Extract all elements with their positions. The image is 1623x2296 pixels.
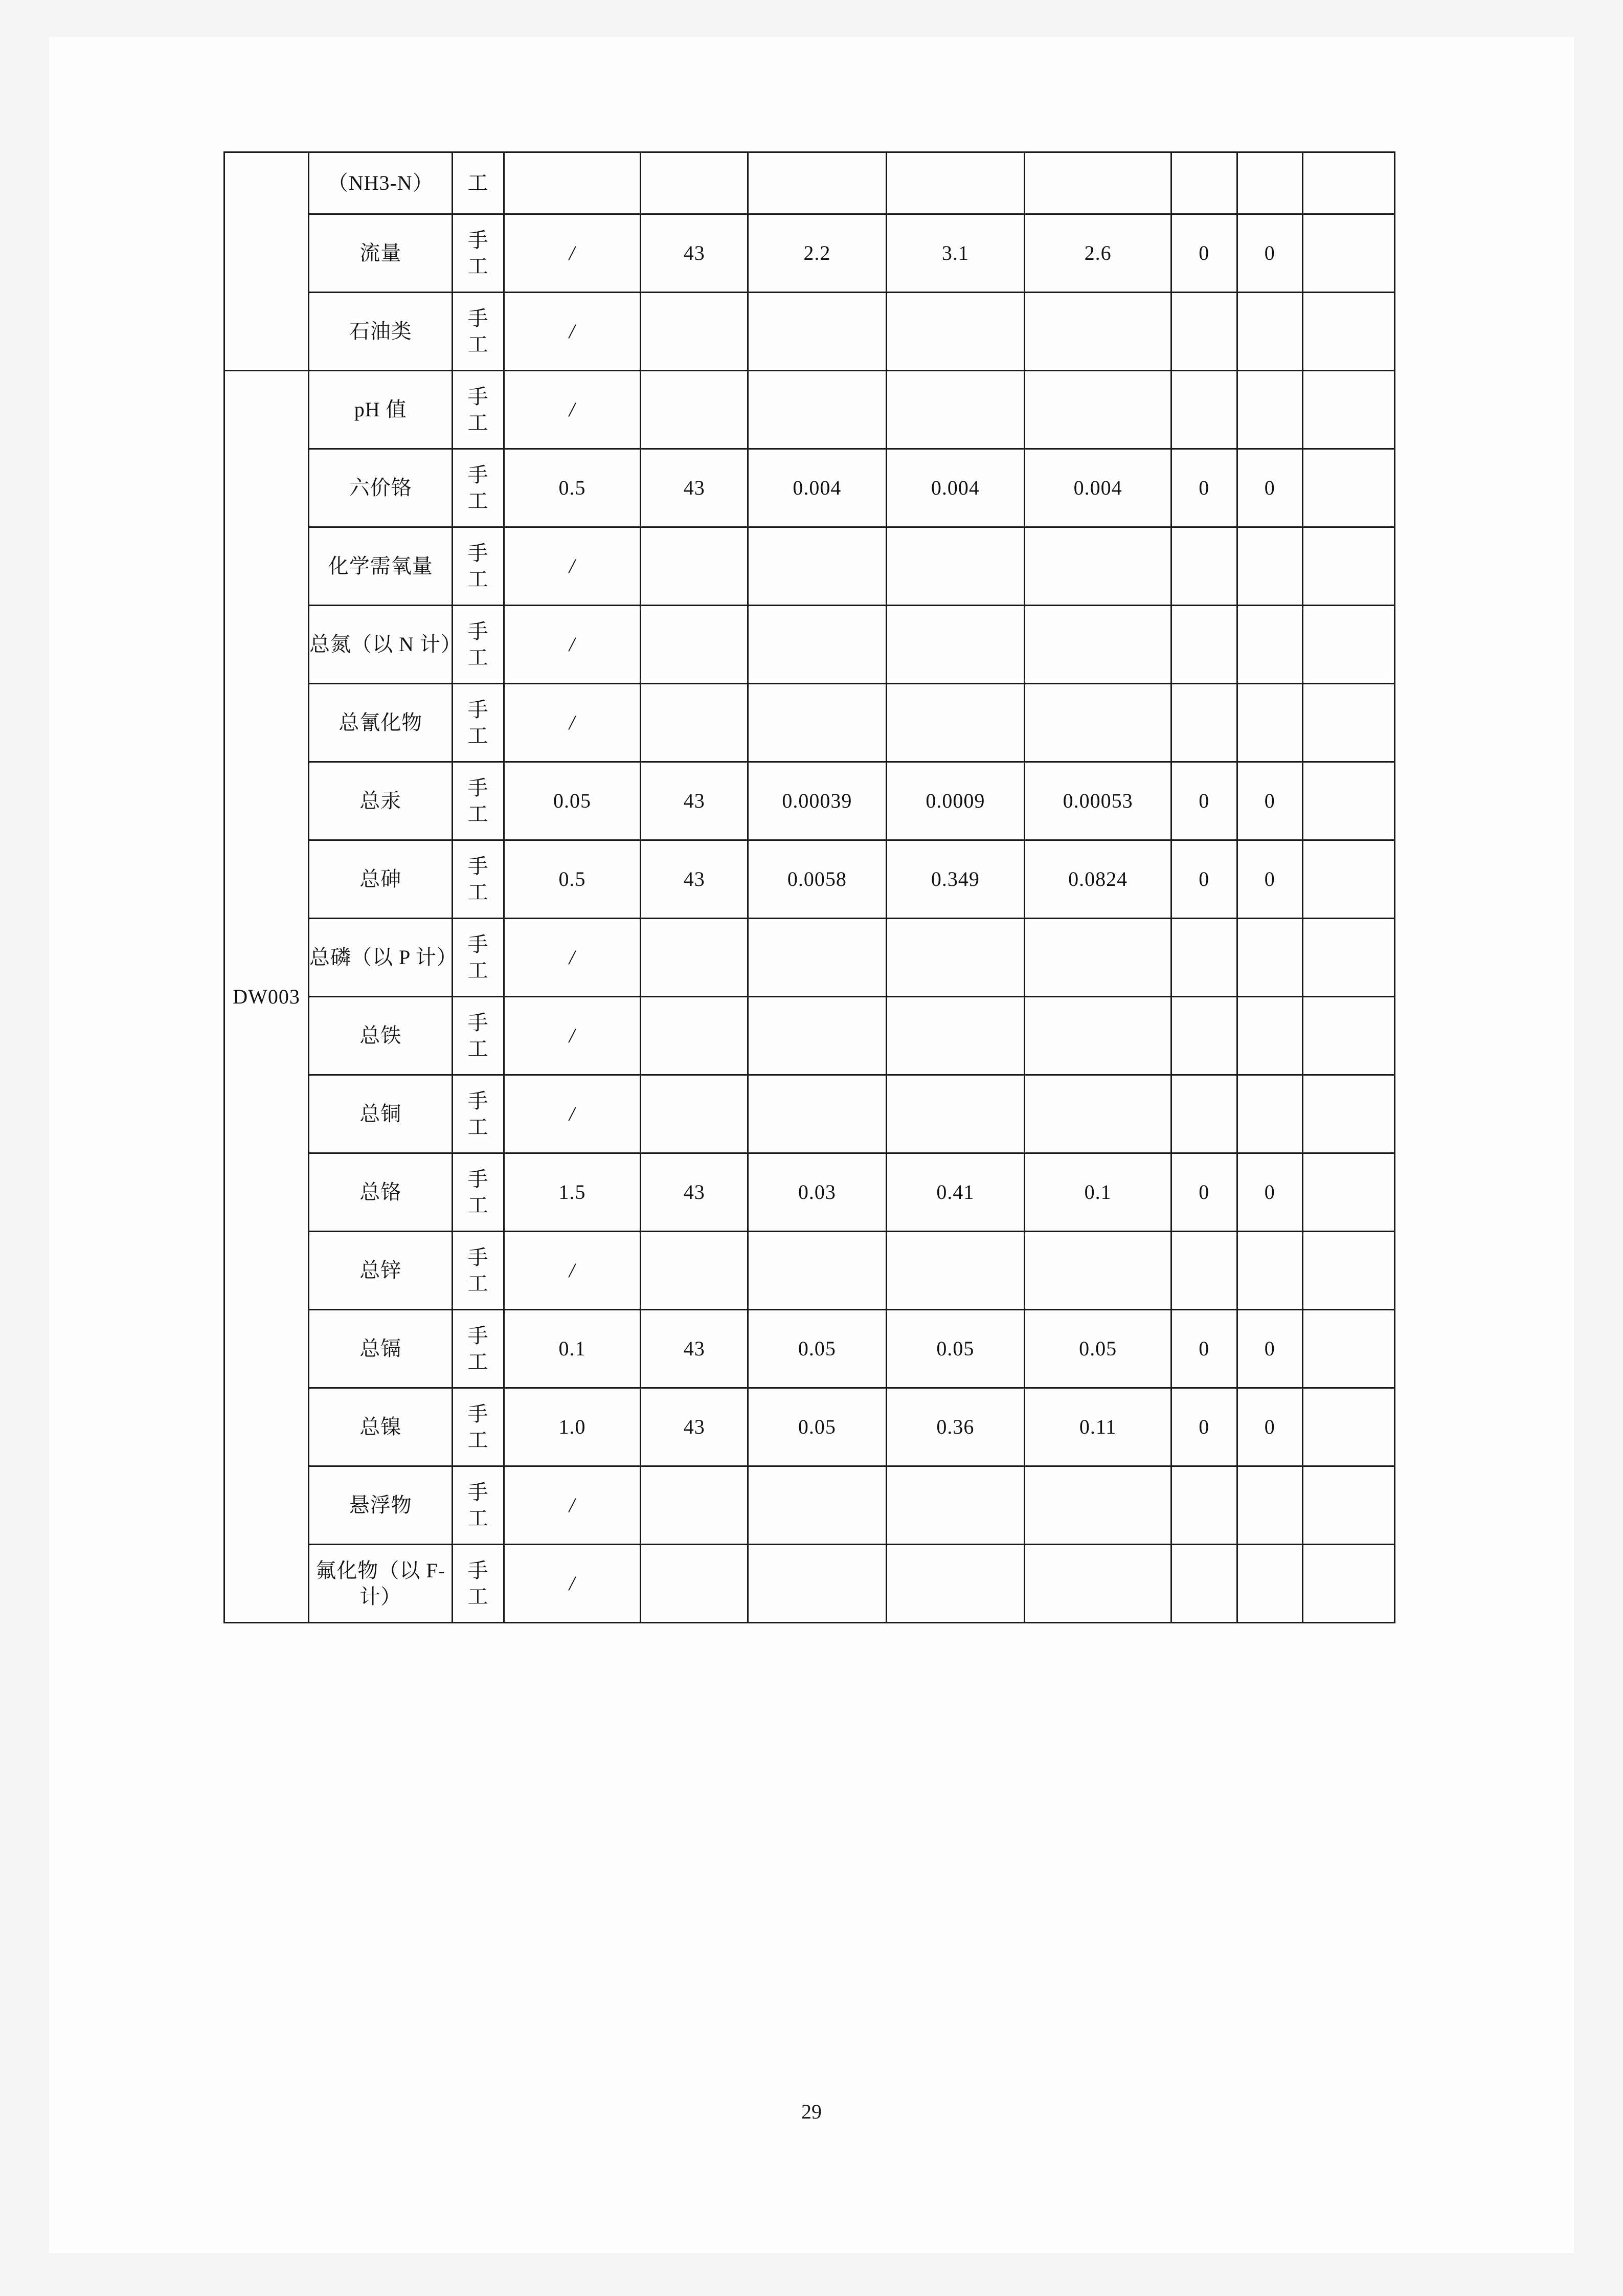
table-row xyxy=(224,762,1395,840)
method-char: 手 xyxy=(467,541,489,565)
standard-limit-cell: 0.05 xyxy=(504,762,641,840)
standard-limit-cell xyxy=(504,152,641,214)
table-row xyxy=(224,684,1395,762)
exceed-rate-cell xyxy=(1303,449,1395,527)
method-char: 手 xyxy=(467,1324,489,1347)
table-row xyxy=(224,449,1395,527)
method-char: 手 xyxy=(467,698,489,721)
avg-value-cell: 0.1 xyxy=(1025,1153,1171,1232)
max-value-cell: 0.349 xyxy=(886,840,1025,919)
standard-limit-cell: 1.0 xyxy=(504,1388,641,1466)
avg-value-cell: 0.11 xyxy=(1025,1388,1171,1466)
valid-days-cell xyxy=(641,152,748,214)
pollutant-name-cell: 悬浮物 xyxy=(309,1466,453,1545)
exceed-count-2-cell xyxy=(1237,371,1303,449)
max-value-cell: 0.004 xyxy=(886,449,1025,527)
valid-days-cell xyxy=(641,684,748,762)
avg-value-cell: 0.05 xyxy=(1025,1310,1171,1388)
exceed-rate-cell xyxy=(1303,1466,1395,1545)
standard-limit-cell: / xyxy=(504,606,641,684)
avg-value-cell xyxy=(1025,1466,1171,1545)
method-char: 手 xyxy=(467,1245,489,1269)
method-cell xyxy=(453,214,504,293)
avg-value-cell xyxy=(1025,293,1171,371)
pollutant-name-cell: 化学需氧量 xyxy=(309,527,453,606)
standard-limit-cell: / xyxy=(504,997,641,1075)
standard-limit-cell: / xyxy=(504,527,641,606)
pollutant-name-cell: 总铁 xyxy=(309,997,453,1075)
exceed-rate-cell xyxy=(1303,997,1395,1075)
avg-value-cell xyxy=(1025,1232,1171,1310)
min-value-cell xyxy=(748,684,887,762)
min-value-cell xyxy=(748,1545,887,1623)
exceed-rate-cell xyxy=(1303,214,1395,293)
table-row xyxy=(224,1466,1395,1545)
valid-days-cell: 43 xyxy=(641,1388,748,1466)
exceed-count-1-cell xyxy=(1171,152,1237,214)
exceed-count-1-cell: 0 xyxy=(1171,1153,1237,1232)
min-value-cell: 0.004 xyxy=(748,449,887,527)
exceed-rate-cell xyxy=(1303,1545,1395,1623)
exceed-count-1-cell xyxy=(1171,606,1237,684)
method-char: 工 xyxy=(467,1429,489,1452)
exceed-count-1-cell xyxy=(1171,684,1237,762)
avg-value-cell xyxy=(1025,1075,1171,1153)
standard-limit-cell: / xyxy=(504,1232,641,1310)
standard-limit-cell: 0.5 xyxy=(504,449,641,527)
valid-days-cell xyxy=(641,371,748,449)
exceed-rate-cell xyxy=(1303,684,1395,762)
method-char: 工 xyxy=(467,1585,489,1608)
table-row xyxy=(224,1388,1395,1466)
method-char: 手 xyxy=(467,854,489,878)
pollutant-name-cell: 总磷（以 P 计） xyxy=(309,919,453,997)
standard-limit-cell: / xyxy=(504,371,641,449)
method-cell xyxy=(453,1232,504,1310)
valid-days-cell: 43 xyxy=(641,762,748,840)
method-char: 手 xyxy=(467,1402,489,1425)
valid-days-cell: 43 xyxy=(641,1153,748,1232)
method-char: 手 xyxy=(467,1480,489,1504)
method-cell xyxy=(453,1466,504,1545)
min-value-cell xyxy=(748,293,887,371)
method-cell xyxy=(453,1545,504,1623)
exceed-count-2-cell: 0 xyxy=(1237,762,1303,840)
exceed-rate-cell xyxy=(1303,762,1395,840)
max-value-cell: 0.36 xyxy=(886,1388,1025,1466)
method-char: 工 xyxy=(467,1507,489,1530)
method-char: 手 xyxy=(467,1089,489,1112)
method-char: 工 xyxy=(467,1116,489,1139)
standard-limit-cell: / xyxy=(504,293,641,371)
exceed-rate-cell xyxy=(1303,152,1395,214)
method-cell xyxy=(453,1388,504,1466)
exceed-rate-cell xyxy=(1303,1153,1395,1232)
pollutant-name-cell: （NH3-N） xyxy=(309,152,453,214)
table-row xyxy=(224,214,1395,293)
method-cell xyxy=(453,1310,504,1388)
table-row xyxy=(224,1075,1395,1153)
exceed-count-2-cell xyxy=(1237,1466,1303,1545)
exceed-count-2-cell: 0 xyxy=(1237,1153,1303,1232)
method-char: 工 xyxy=(467,803,489,826)
method-cell xyxy=(453,293,504,371)
pollutant-name-cell: 总镉 xyxy=(309,1310,453,1388)
scan-margin-right xyxy=(1574,0,1623,2296)
standard-limit-cell: / xyxy=(504,214,641,293)
table-row xyxy=(224,293,1395,371)
min-value-cell xyxy=(748,527,887,606)
method-char: 工 xyxy=(467,411,489,434)
valid-days-cell xyxy=(641,293,748,371)
method-char: 工 xyxy=(467,1350,489,1373)
min-value-cell: 0.00039 xyxy=(748,762,887,840)
method-cell xyxy=(453,1075,504,1153)
pollutant-name-cell: 总铬 xyxy=(309,1153,453,1232)
method-char: 手 xyxy=(467,776,489,799)
max-value-cell xyxy=(886,1075,1025,1153)
exceed-rate-cell xyxy=(1303,371,1395,449)
exceed-count-1-cell: 0 xyxy=(1171,1310,1237,1388)
method-char: 手 xyxy=(467,1011,489,1034)
method-cell xyxy=(453,684,504,762)
exceed-rate-cell xyxy=(1303,1075,1395,1153)
method-cell xyxy=(453,840,504,919)
avg-value-cell xyxy=(1025,684,1171,762)
standard-limit-cell: 0.1 xyxy=(504,1310,641,1388)
pollutant-name-cell: 氟化物（以 F-计） xyxy=(309,1545,453,1623)
method-char: 手 xyxy=(467,463,489,486)
min-value-cell xyxy=(748,919,887,997)
avg-value-cell xyxy=(1025,997,1171,1075)
max-value-cell xyxy=(886,606,1025,684)
table-row xyxy=(224,1545,1395,1623)
valid-days-cell: 43 xyxy=(641,214,748,293)
pollutant-name-cell: 总砷 xyxy=(309,840,453,919)
min-value-cell xyxy=(748,1232,887,1310)
exceed-count-1-cell xyxy=(1171,1466,1237,1545)
table-row xyxy=(224,840,1395,919)
method-cell xyxy=(453,997,504,1075)
valid-days-cell: 43 xyxy=(641,449,748,527)
pollutant-name-cell: 总汞 xyxy=(309,762,453,840)
exceed-count-1-cell: 0 xyxy=(1171,762,1237,840)
max-value-cell xyxy=(886,919,1025,997)
valid-days-cell xyxy=(641,997,748,1075)
site-id-cell: DW003 xyxy=(224,371,309,1623)
valid-days-cell: 43 xyxy=(641,840,748,919)
table-row xyxy=(224,997,1395,1075)
pollutant-name-cell: 总锌 xyxy=(309,1232,453,1310)
method-cell xyxy=(453,762,504,840)
pollutant-name-cell: 六价铬 xyxy=(309,449,453,527)
method-char: 工 xyxy=(467,255,489,278)
exceed-count-2-cell xyxy=(1237,1075,1303,1153)
method-char: 工 xyxy=(467,959,489,982)
avg-value-cell xyxy=(1025,371,1171,449)
max-value-cell xyxy=(886,371,1025,449)
valid-days-cell xyxy=(641,606,748,684)
pollutant-name-cell: 总镍 xyxy=(309,1388,453,1466)
exceed-count-2-cell xyxy=(1237,527,1303,606)
avg-value-cell xyxy=(1025,1545,1171,1623)
method-char: 工 xyxy=(467,724,489,747)
exceed-count-2-cell: 0 xyxy=(1237,214,1303,293)
avg-value-cell: 0.0824 xyxy=(1025,840,1171,919)
standard-limit-cell: / xyxy=(504,1545,641,1623)
valid-days-cell xyxy=(641,1545,748,1623)
exceed-count-1-cell: 0 xyxy=(1171,214,1237,293)
valid-days-cell xyxy=(641,1232,748,1310)
max-value-cell xyxy=(886,997,1025,1075)
method-cell xyxy=(453,371,504,449)
page-number: 29 xyxy=(801,2100,822,2123)
max-value-cell xyxy=(886,152,1025,214)
exceed-count-1-cell xyxy=(1171,1075,1237,1153)
exceed-rate-cell xyxy=(1303,1388,1395,1466)
scan-margin-bottom xyxy=(0,2253,1623,2296)
table-row xyxy=(224,1310,1395,1388)
valid-days-cell xyxy=(641,1466,748,1545)
exceed-count-1-cell: 0 xyxy=(1171,840,1237,919)
table-row xyxy=(224,371,1395,449)
table-row xyxy=(224,919,1395,997)
method-char: 工 xyxy=(467,171,489,195)
min-value-cell: 0.03 xyxy=(748,1153,887,1232)
exceed-rate-cell xyxy=(1303,293,1395,371)
exceed-count-2-cell: 0 xyxy=(1237,1388,1303,1466)
valid-days-cell xyxy=(641,919,748,997)
max-value-cell xyxy=(886,1545,1025,1623)
method-cell xyxy=(453,919,504,997)
method-char: 手 xyxy=(467,1167,489,1191)
standard-limit-cell: / xyxy=(504,919,641,997)
max-value-cell: 0.0009 xyxy=(886,762,1025,840)
exceed-count-2-cell: 0 xyxy=(1237,1310,1303,1388)
pollutant-name-cell: 流量 xyxy=(309,214,453,293)
exceed-rate-cell xyxy=(1303,1232,1395,1310)
pollutant-name-cell: 总铜 xyxy=(309,1075,453,1153)
min-value-cell xyxy=(748,152,887,214)
exceed-count-1-cell xyxy=(1171,919,1237,997)
method-cell xyxy=(453,449,504,527)
min-value-cell: 0.05 xyxy=(748,1310,887,1388)
exceed-rate-cell xyxy=(1303,919,1395,997)
min-value-cell: 2.2 xyxy=(748,214,887,293)
exceed-rate-cell xyxy=(1303,606,1395,684)
max-value-cell xyxy=(886,293,1025,371)
site-id-cell xyxy=(224,152,309,371)
method-char: 手 xyxy=(467,932,489,956)
exceed-count-2-cell: 0 xyxy=(1237,840,1303,919)
method-char: 手 xyxy=(467,619,489,643)
min-value-cell: 0.05 xyxy=(748,1388,887,1466)
standard-limit-cell: 0.5 xyxy=(504,840,641,919)
pollutant-name-cell: 总氮（以 N 计） xyxy=(309,606,453,684)
max-value-cell xyxy=(886,1232,1025,1310)
max-value-cell: 3.1 xyxy=(886,214,1025,293)
exceed-rate-cell xyxy=(1303,527,1395,606)
table-row xyxy=(224,1153,1395,1232)
method-cell xyxy=(453,527,504,606)
method-char: 手 xyxy=(467,385,489,408)
method-char: 工 xyxy=(467,333,489,356)
method-char: 工 xyxy=(467,646,489,669)
min-value-cell xyxy=(748,371,887,449)
avg-value-cell xyxy=(1025,919,1171,997)
table-body xyxy=(224,152,1395,1623)
method-char: 工 xyxy=(467,489,489,512)
method-char: 手 xyxy=(467,1558,489,1582)
exceed-rate-cell xyxy=(1303,840,1395,919)
table-row xyxy=(224,527,1395,606)
table-row xyxy=(224,1232,1395,1310)
avg-value-cell xyxy=(1025,527,1171,606)
method-char: 工 xyxy=(467,881,489,904)
max-value-cell xyxy=(886,527,1025,606)
scan-margin-left xyxy=(0,0,49,2296)
exceed-count-1-cell xyxy=(1171,1232,1237,1310)
exceed-count-2-cell: 0 xyxy=(1237,449,1303,527)
valid-days-cell xyxy=(641,527,748,606)
avg-value-cell: 0.004 xyxy=(1025,449,1171,527)
exceed-count-2-cell xyxy=(1237,152,1303,214)
exceed-count-2-cell xyxy=(1237,919,1303,997)
exceed-count-2-cell xyxy=(1237,1545,1303,1623)
table-row xyxy=(224,606,1395,684)
standard-limit-cell: 1.5 xyxy=(504,1153,641,1232)
min-value-cell xyxy=(748,1075,887,1153)
exceed-count-2-cell xyxy=(1237,997,1303,1075)
exceed-count-2-cell xyxy=(1237,293,1303,371)
method-char: 手 xyxy=(467,228,489,252)
pollutant-name-cell: pH 值 xyxy=(309,371,453,449)
valid-days-cell: 43 xyxy=(641,1310,748,1388)
min-value-cell xyxy=(748,997,887,1075)
table-row xyxy=(224,152,1395,214)
method-char: 手 xyxy=(467,306,489,330)
method-cell xyxy=(453,152,504,214)
standard-limit-cell: / xyxy=(504,684,641,762)
method-cell xyxy=(453,1153,504,1232)
exceed-count-2-cell xyxy=(1237,684,1303,762)
exceed-rate-cell xyxy=(1303,1310,1395,1388)
method-char: 工 xyxy=(467,1272,489,1295)
method-char: 工 xyxy=(467,1037,489,1060)
exceed-count-1-cell xyxy=(1171,997,1237,1075)
min-value-cell xyxy=(748,1466,887,1545)
standard-limit-cell: / xyxy=(504,1075,641,1153)
min-value-cell xyxy=(748,606,887,684)
exceed-count-2-cell xyxy=(1237,606,1303,684)
exceed-count-1-cell: 0 xyxy=(1171,449,1237,527)
exceed-count-1-cell xyxy=(1171,293,1237,371)
exceed-count-1-cell xyxy=(1171,527,1237,606)
scan-margin-top xyxy=(0,0,1623,37)
pollutant-name-cell: 石油类 xyxy=(309,293,453,371)
valid-days-cell xyxy=(641,1075,748,1153)
avg-value-cell xyxy=(1025,606,1171,684)
max-value-cell: 0.41 xyxy=(886,1153,1025,1232)
avg-value-cell: 2.6 xyxy=(1025,214,1171,293)
max-value-cell: 0.05 xyxy=(886,1310,1025,1388)
exceed-count-1-cell xyxy=(1171,371,1237,449)
exceed-count-1-cell xyxy=(1171,1545,1237,1623)
pollutant-name-cell: 总氰化物 xyxy=(309,684,453,762)
method-char: 工 xyxy=(467,568,489,591)
max-value-cell xyxy=(886,684,1025,762)
max-value-cell xyxy=(886,1466,1025,1545)
monitoring-data-table xyxy=(223,151,1395,1623)
method-char: 工 xyxy=(467,1194,489,1217)
exceed-count-1-cell: 0 xyxy=(1171,1388,1237,1466)
standard-limit-cell: / xyxy=(504,1466,641,1545)
avg-value-cell xyxy=(1025,152,1171,214)
exceed-count-2-cell xyxy=(1237,1232,1303,1310)
avg-value-cell: 0.00053 xyxy=(1025,762,1171,840)
min-value-cell: 0.0058 xyxy=(748,840,887,919)
